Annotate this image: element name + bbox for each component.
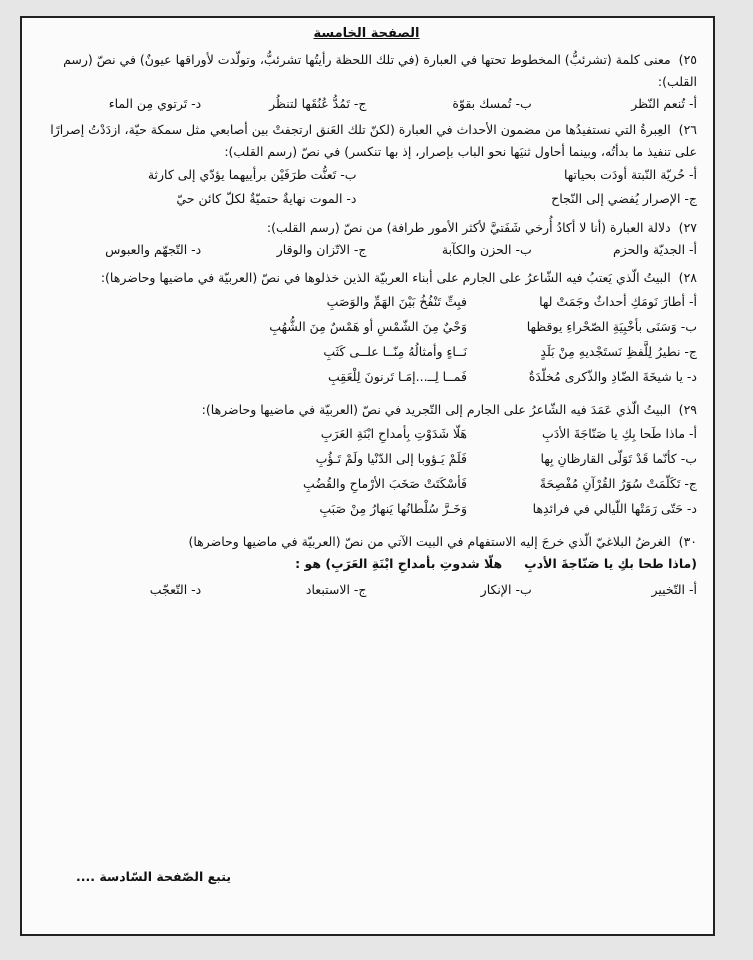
verse-row: [36, 421, 697, 446]
option-a: أ- تُنعم النّظر: [631, 96, 697, 111]
question-30: [36, 531, 697, 553]
verse-30: [36, 553, 697, 575]
question-text: البيتُ الّذي يَعتبُ فيه الشّاعرُ على الجارم على أبناء العربيّة الذين خذلوها في نصّ (العربيّة في ماضيها وحاضرها):: [100, 270, 671, 285]
verse-second-half: هَلّا شَدَوْتِ بِأمداحِ ابْنَةِ العَرَبِ: [320, 426, 467, 441]
question-text: دلالة العبارة (أنا لا أكادُ أُرخي شَفَتيَّ لأكثر الأمور طرافة) من نصّ (رسم القلب):: [266, 220, 671, 235]
option-c: ج- الاستبعاد: [305, 582, 367, 597]
question-26: [36, 119, 697, 163]
verse-first-half: ب- كأنّما قَدْ تَوَلّى القارظانِ بِها: [540, 451, 697, 466]
option-d: د- التّعجّب: [149, 582, 202, 597]
options-27: [36, 239, 697, 261]
question-text: الغرضُ البلاغيّ الّذي خرجَ إليه الاستفهام في البيت الآتي من نصّ (العربيّة في ماضيها وحاضرها): [188, 534, 671, 549]
option-c: ج- الإصرار يُفضي إلى النّجاح: [551, 191, 697, 206]
verse-second-half: فَأسْكَتَتْ صَخَبَ الأرْماحِ والقُضُبِ: [302, 476, 467, 491]
option-c: ج- الاتّزان والوقار: [276, 242, 367, 257]
continue-note: يتبع الصّفحة السّادسة ....: [76, 869, 232, 884]
verse-row: [36, 289, 697, 314]
verse-first-half: ب- وَسَنَى بأخْبِيَةِ الصّحْراءِ يوقظها: [526, 319, 697, 334]
question-number: ٢٨): [678, 270, 697, 285]
option-c: ج- تَمُدُّ عُنُقَها لتنظُر: [269, 96, 367, 111]
verse-row: [36, 314, 697, 339]
verse-row: [36, 339, 697, 364]
option-a: أ- حُريّة النّبتة أودَت بحياتها: [563, 167, 697, 182]
verse-second-half: وَخَـرَّ سُلْطانُها يَنهارُ مِنْ صَبَبِ: [319, 501, 467, 516]
question-number: ٢٥): [678, 52, 697, 67]
verse-first-half: (ماذا طحا بكِ يا صَنّاجةَ الأدبِ: [524, 556, 697, 571]
question-text: العِبرةُ التي نستفيدُها من مضمون الأحداث في العبارة (لكنّ تلك العَنق ارتجفتْ بين أصابعي مثل سمكة حيّة، ازدَدْتُ إصرارًا على تنفيذ ما بدأتُه، وبينما أحاول ثنيَها نحو الباب بإصرار، إذ بها تنكسر) في نصّ (رسم القلب):: [50, 122, 697, 159]
page-title: الصفحة الخامسة: [313, 26, 420, 41]
question-number: ٢٧): [678, 220, 697, 235]
verses-29: [36, 421, 697, 521]
verse-first-half: ج- نطيرُ لِلَّفظِ نَستَجْديهِ مِنْ بَلَدٍ: [540, 344, 697, 359]
question-text: معنى كلمة (تشرئبُّ) المخطوط تحتها في العبارة (في تلك اللحظة رأيتُها تشرئبُّ، وتولّدت لأوراقها عيونٌ) في نصّ (رسم القلب):: [63, 52, 697, 89]
question-29: [36, 399, 697, 421]
verse-second-half: فَلَمْ يَـؤوبا إلى الدّنْيا ولَمْ تَـؤُبِ: [315, 451, 467, 466]
question-27: [36, 217, 697, 239]
verse-first-half: أ- ماذا طَحا بِكِ يا صَنّاجَةَ الأدَبِ: [541, 426, 697, 441]
options-30: [36, 579, 697, 601]
verse-first-half: د- حَتّى رَمَتْها اللّيالي في فرائدِها: [532, 501, 697, 516]
verse-row: [36, 496, 697, 521]
options-25: [36, 93, 697, 115]
option-b: ب- الإنكار: [480, 582, 532, 597]
verse-second-half: فبِتِّ تَنْفُخُ بَيْنَ الهَمِّ والوَصَبِ: [326, 294, 467, 309]
verse-first-half: د- يا شيخَةَ الضّادِ والذّكرى مُخلّدَةٌ: [528, 369, 697, 384]
question-number: ٢٦): [678, 122, 697, 137]
verse-first-half: أ- أطارَ نَومَكِ أحداثٌ وجَمَتْ لها: [539, 294, 697, 309]
option-d: د- تَرتوي مِن الماء: [108, 96, 202, 111]
verse-second-half: وَحْيٌ مِنَ الشّمْسِ أو هَمْسٌ مِنَ الشُّهُبِ: [269, 319, 467, 334]
verse-row: [36, 471, 697, 496]
option-b: ب- تُمسك بقوّة: [452, 96, 532, 111]
options-26: [36, 163, 697, 211]
verse-second-half: فَمــا لِــ...إمَـا تَرنونَ لِلْعَقِبِ: [327, 369, 467, 384]
question-number: ٣٠): [678, 534, 697, 549]
option-a: أ- الجديّة والحزم: [612, 242, 697, 257]
verse-first-half: ج- تَكَلّمَتْ سُوَرُ القُرْآنِ مُفْصِحَةً: [539, 476, 697, 491]
option-b: ب- الحزن والكآبة: [441, 242, 532, 257]
option-b: ب- تَعنُّت طرَفَيْن برأييهما يؤدّي إلى كارثة: [147, 167, 357, 182]
question-text: البيتُ الّذي عَمَدَ فيه الشّاعرُ على الجارم إلى التّجريد في نصّ (العربيّة في ماضيها وحاضرها):: [201, 402, 671, 417]
option-d: د- التّجهّم والعبوس: [105, 242, 202, 257]
verse-second-half: نَــاءٍ وأمثالُهُ مِنّــا علــى كَثَبِ: [323, 344, 467, 359]
option-d: د- الموت نهايةٌ حتميّةٌ لكلّ كائن حيّ: [176, 191, 357, 206]
verses-28: [36, 289, 697, 389]
verse-second-half: هلّا شدوتِ بأمداحِ ابْنَةِ العَرَبِ) هو :: [295, 556, 503, 571]
verse-row: [36, 446, 697, 471]
exam-page: [20, 16, 715, 936]
question-28: [36, 267, 697, 289]
question-25: [36, 49, 697, 93]
verse-row: [36, 364, 697, 389]
option-a: أ- التّخيير: [651, 582, 697, 597]
question-number: ٢٩): [678, 402, 697, 417]
